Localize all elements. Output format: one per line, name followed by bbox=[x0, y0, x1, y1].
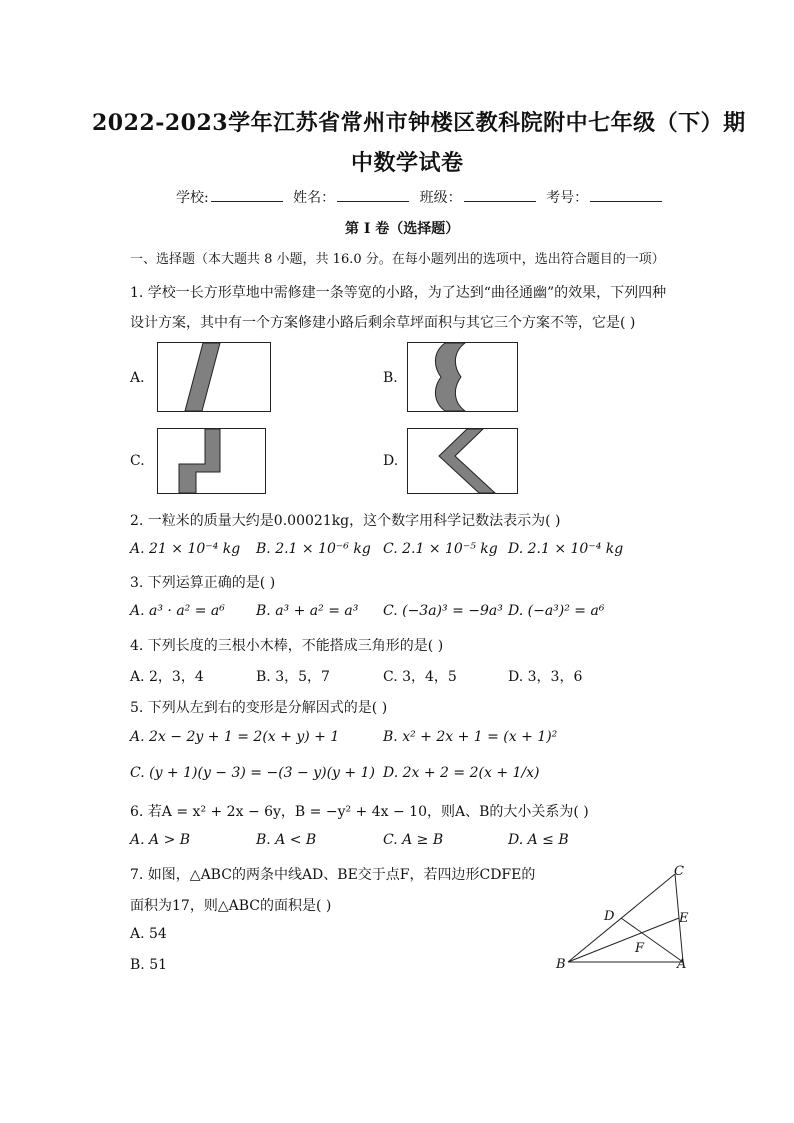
q1-figure-d bbox=[407, 428, 518, 494]
exam-title-line1: 2022-2023学年江苏省常州市钟楼区教科院附中七年级（下）期 bbox=[92, 110, 746, 136]
q1-option-b-label: B. bbox=[383, 370, 398, 386]
q2-option-d: D. 2.1 × 10⁻⁴ kg bbox=[508, 541, 624, 557]
q4-option-d: D. 3，3，6 bbox=[508, 669, 583, 685]
name-label: 姓名： bbox=[293, 190, 336, 206]
label-b: B bbox=[556, 957, 566, 972]
q1-option-a-label: A. bbox=[130, 370, 145, 386]
label-d: D bbox=[604, 909, 615, 924]
q2-option-c: C. 2.1 × 10⁻⁵ kg bbox=[383, 541, 498, 557]
q5-stem: 5. 下列从左到右的变形是分解因式的是( ) bbox=[130, 700, 388, 716]
q5-option-a: A. 2x − 2y + 1 = 2(x + y) + 1 bbox=[130, 729, 340, 745]
q7-stem-line2: 面积为17，则△ABC的面积是( ) bbox=[130, 898, 332, 914]
label-e: E bbox=[679, 911, 689, 926]
class-blank[interactable] bbox=[464, 189, 536, 202]
section-instruction: 一、选择题（本大题共 8 小题，共 16.0 分。在每小题列出的选项中，选出符合题目的一项） bbox=[130, 252, 665, 267]
median-ad bbox=[621, 918, 683, 962]
q1-figure-a bbox=[157, 342, 271, 412]
q1-stem-line2: 设计方案，其中有一个方案修建小路后剩余草坪面积与其它三个方案不等，它是( ) bbox=[130, 315, 636, 331]
q3-stem: 3. 下列运算正确的是( ) bbox=[130, 575, 276, 591]
q4-option-a: A. 2，3，4 bbox=[130, 669, 204, 685]
q3-option-c: C. (−3a)³ = −9a³ bbox=[383, 603, 503, 619]
q6-option-c: C. A ≥ B bbox=[383, 832, 444, 848]
q6-stem: 6. 若A = x² + 2x − 6y，B = −y² + 4x − 10，则A、B的大小关系为( ) bbox=[130, 804, 589, 820]
label-f: F bbox=[635, 941, 645, 956]
q6-option-d: D. A ≤ B bbox=[508, 832, 569, 848]
q7-option-a: A. 54 bbox=[130, 926, 167, 942]
class-label: 班级： bbox=[419, 190, 462, 206]
label-a: A bbox=[677, 957, 687, 972]
q7-triangle-figure bbox=[555, 862, 695, 974]
q5-option-b: B. x² + 2x + 1 = (x + 1)² bbox=[383, 729, 558, 745]
q4-option-c: C. 3，4，5 bbox=[383, 669, 457, 685]
median-be bbox=[568, 918, 679, 962]
q3-option-b: B. a³ + a² = a³ bbox=[256, 603, 359, 619]
q1-option-c-label: C. bbox=[130, 453, 145, 469]
q4-stem: 4. 下列长度的三根小木棒，不能搭成三角形的是( ) bbox=[130, 638, 444, 654]
q3-option-a: A. a³ · a² = a⁶ bbox=[130, 603, 225, 619]
q1-option-d-label: D. bbox=[383, 453, 399, 469]
q7-stem-line1: 7. 如图，△ABC的两条中线AD、BE交于点F，若四边形CDFE的 bbox=[130, 867, 536, 883]
q7-option-b: B. 51 bbox=[130, 957, 168, 973]
number-label: 考号： bbox=[546, 190, 589, 206]
q1-figure-b bbox=[407, 342, 518, 412]
exam-title-line2: 中数学试卷 bbox=[351, 150, 464, 176]
q2-option-b: B. 2.1 × 10⁻⁶ kg bbox=[256, 541, 371, 557]
q5-option-d: D. 2x + 2 = 2(x + 1/x) bbox=[383, 765, 540, 781]
name-blank[interactable] bbox=[337, 189, 409, 202]
q2-option-a: A. 21 × 10⁻⁴ kg bbox=[130, 541, 241, 557]
q2-stem: 2. 一粒米的质量大约是0.00021kg，这个数字用科学记数法表示为( ) bbox=[130, 513, 561, 529]
school-blank[interactable] bbox=[211, 189, 283, 202]
label-c: C bbox=[674, 864, 684, 879]
q6-option-a: A. A > B bbox=[130, 832, 191, 848]
student-info-row bbox=[176, 187, 668, 207]
q3-option-d: D. (−a³)² = a⁶ bbox=[508, 603, 605, 619]
q5-option-c: C. (y + 1)(y − 3) = −(3 − y)(y + 1) bbox=[130, 765, 375, 781]
q1-figure-c bbox=[157, 428, 266, 494]
school-label: 学校: bbox=[176, 190, 209, 206]
q1-stem-line1: 1. 学校一长方形草地中需修建一条等宽的小路，为了达到“曲径通幽”的效果，下列四种 bbox=[130, 285, 667, 301]
q4-option-b: B. 3，5，7 bbox=[256, 669, 330, 685]
section-heading: 第 I 卷（选择题） bbox=[345, 221, 460, 237]
number-blank[interactable] bbox=[590, 189, 662, 202]
q6-option-b: B. A < B bbox=[256, 832, 317, 848]
